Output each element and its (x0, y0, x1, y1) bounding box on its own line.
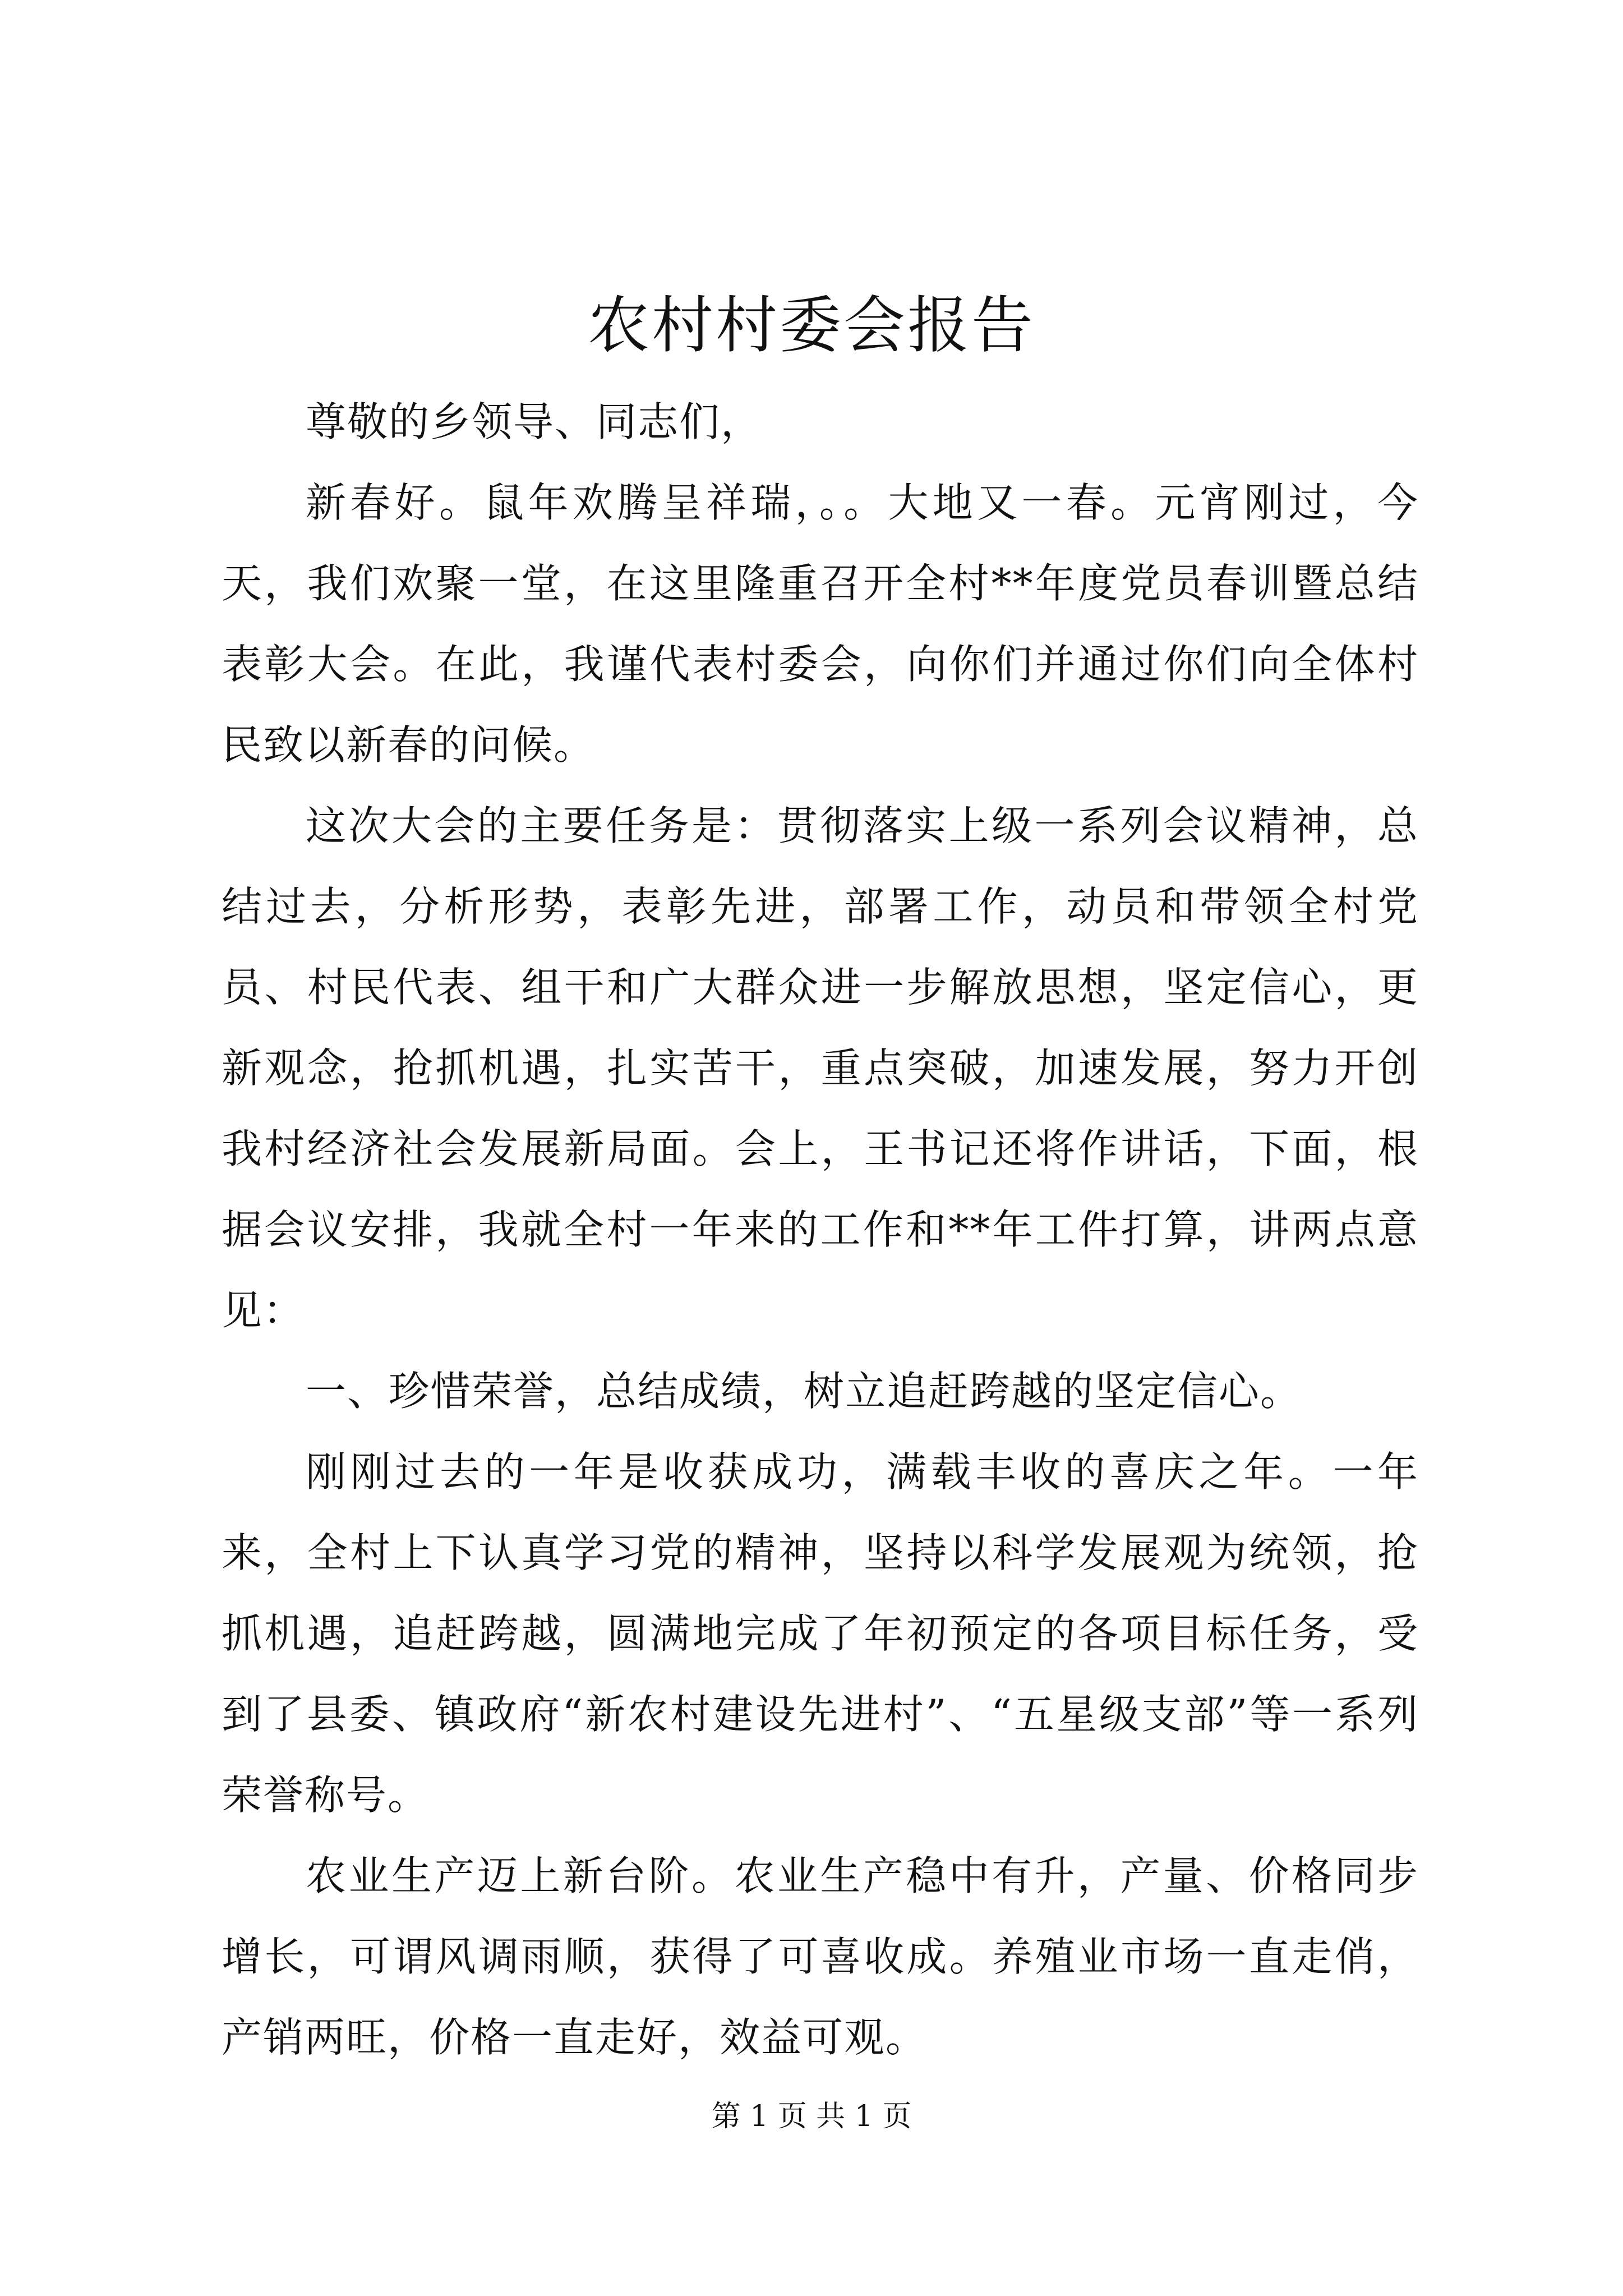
paragraph-greeting: 新春好。鼠年欢腾呈祥瑞，。。大地又一春。元宵刚过，今天，我们欢聚一堂，在这里隆重召开全村**年度党员春训暨总结表彰大会。在此，我谨代表村委会，向你们并通过你们向全体村民致以新春的问候。 (222, 479, 1419, 769)
paragraph-section-heading: 一、珍惜荣誉，总结成绩，树立追赶跨越的坚定信心。 (306, 1368, 1302, 1415)
paragraph-achievements: 刚刚过去的一年是收获成功，满载丰收的喜庆之年。一年来，全村上下认真学习党的精神，坚持以科学发展观为统领，抢抓机遇，追赶跨越，圆满地完成了年初预定的各项目标任务，受到了县委、镇政府“新农村建设先进村”、“五星级支部”等一系列荣誉称号。 (222, 1448, 1419, 1819)
paragraph-agriculture: 农业生产迈上新台阶。农业生产稳中有升，产量、价格同步增长，可谓风调雨顺，获得了可喜收成。养殖业市场一直走俏，产销两旺，价格一直走好，效益可观。 (222, 1852, 1419, 2061)
paragraph-salutation: 尊敬的乡领导、同志们， (306, 398, 763, 445)
document-body (222, 381, 1419, 2078)
page-footer: 第 1 页 共 1 页 (711, 2100, 912, 2133)
document-title: 农村村委会报告 (588, 289, 1035, 361)
paragraph-meeting-tasks: 这次大会的主要任务是：贯彻落实上级一系列会议精神，总结过去，分析形势，表彰先进，部署工作，动员和带领全村党员、村民代表、组干和广大群众进一步解放思想，坚定信心，更新观念，抢抓机遇，扎实苦干，重点突破，加速发展，努力开创我村经济社会发展新局面。会上，王书记还将作讲话，下面，根据会议安排，我就全村一年来的工作和**年工件打算，讲两点意见： (222, 802, 1419, 1334)
